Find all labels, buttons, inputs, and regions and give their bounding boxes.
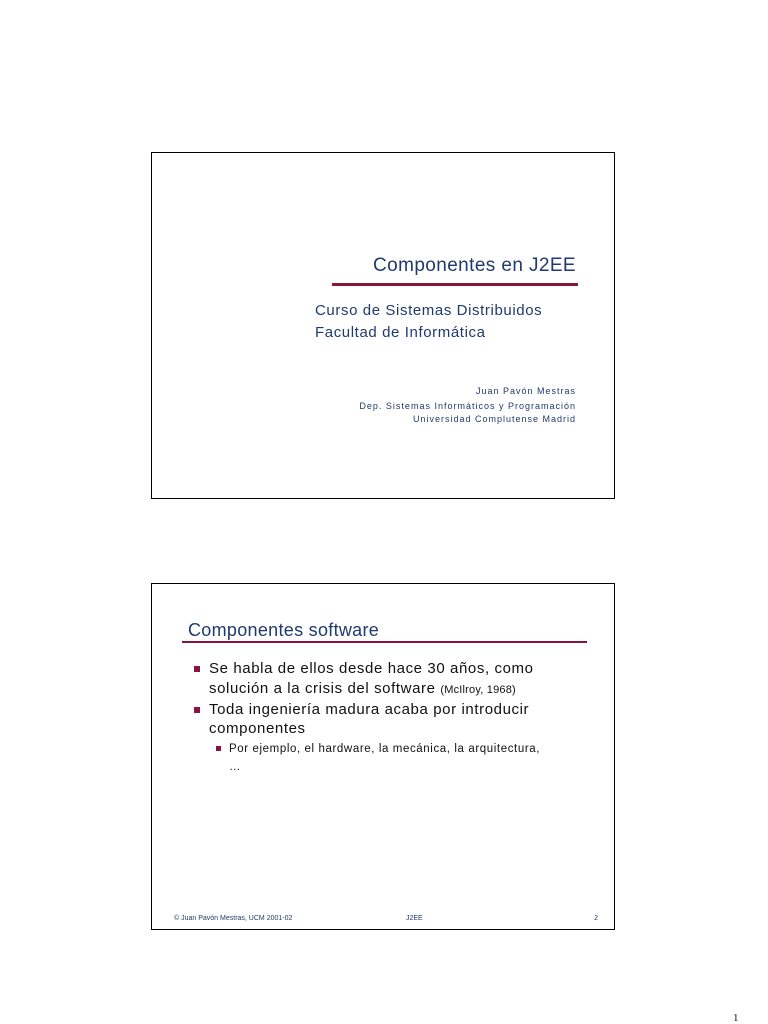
course-name: Curso de Sistemas Distribuidos — [315, 302, 543, 319]
bullet-text-line: componentes — [209, 720, 306, 737]
footer-topic: J2EE — [406, 915, 423, 922]
author-name: Juan Pavón Mestras — [475, 386, 576, 396]
citation: (McIlroy, 1968) — [440, 684, 516, 696]
slide-title: Componentes software — [188, 620, 380, 640]
bullet-text: solución a la crisis del software — [209, 680, 436, 697]
bullet-text-line: Toda ingeniería madura acaba por introducir — [209, 701, 530, 718]
footer-copyright: © Juan Pavón Mestras, UCM 2001-02 — [174, 915, 293, 922]
bullet-text-line: Se habla de ellos desde hace 30 años, como — [209, 660, 534, 677]
sub-bullet-text-line: … — [229, 761, 242, 773]
page-number: 1 — [733, 1012, 739, 1024]
footer-slide-number: 2 — [594, 915, 598, 922]
sub-bullet-text-line: Por ejemplo, el hardware, la mecánica, la arquitectura, — [229, 743, 541, 755]
author-university: Universidad Complutense Madrid — [412, 414, 576, 424]
bullet-square-icon — [194, 666, 200, 672]
slide-title: Componentes en J2EE — [373, 255, 576, 276]
bullet-text-line — [209, 679, 516, 700]
content-slide — [151, 583, 615, 930]
bullet-square-icon — [194, 707, 200, 713]
title-underline — [182, 641, 587, 643]
title-slide — [151, 152, 615, 499]
faculty-name: Facultad de Informática — [315, 324, 486, 341]
title-underline — [332, 283, 578, 286]
author-department: Dep. Sistemas Informáticos y Programación — [359, 401, 576, 411]
sub-bullet-square-icon — [216, 746, 221, 751]
